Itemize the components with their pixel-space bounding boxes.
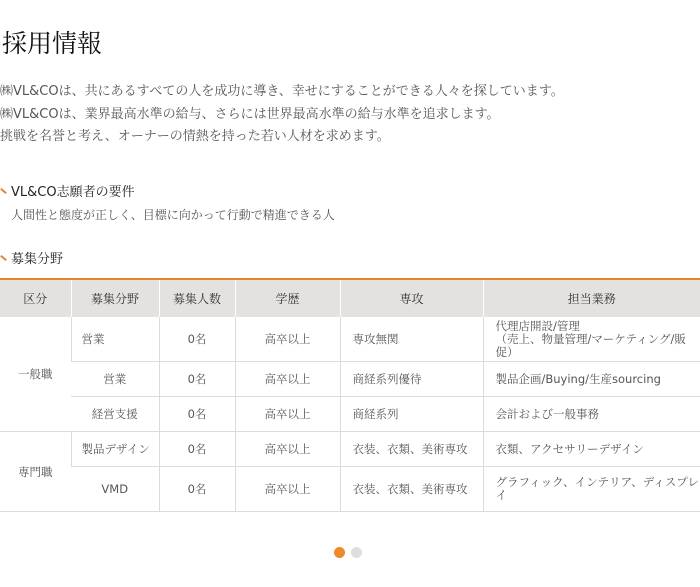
duty-cell: 製品企画/Buying/生産sourcing	[483, 362, 700, 397]
duty-cell	[483, 317, 700, 362]
duty-cell: グラフィック、インテリア、ディスプレイ	[483, 467, 700, 512]
table-row	[0, 317, 700, 362]
requirements-heading-label: VL&CO志願者の要件	[11, 185, 135, 200]
header-major: 専攻	[340, 279, 483, 317]
header-category: 区分	[0, 279, 71, 317]
header-education: 学歴	[235, 279, 340, 317]
count-cell: 0名	[159, 397, 235, 432]
education-cell: 高卒以上	[235, 467, 340, 512]
table-header-row	[0, 279, 700, 317]
table-row	[0, 467, 700, 512]
field-cell: 経営支援	[71, 397, 159, 432]
major-cell: 商経系列	[340, 397, 483, 432]
section-marker-icon	[0, 188, 7, 194]
duty-cell: 衣類、アクセサリーデザイン	[483, 432, 700, 467]
duty-cell: 会計および一般事務	[483, 397, 700, 432]
pagination-dots	[334, 547, 368, 566]
table-row	[0, 362, 700, 397]
intro-line: ㈱VL&COは、共にあるすべての人を成功に導き、幸せにすることができる人々を探しています。	[0, 84, 564, 99]
table-row	[0, 397, 700, 432]
major-cell: 衣装、衣類、美術専攻	[340, 467, 483, 512]
category-cell: 一般職	[0, 317, 71, 432]
intro-line: 挑戦を名誉と考え、オーナーの情熱を持った若い人材を求めます。	[0, 129, 390, 144]
category-cell: 専門職	[0, 432, 71, 512]
count-cell: 0名	[159, 432, 235, 467]
education-cell: 高卒以上	[235, 397, 340, 432]
header-field: 募集分野	[71, 279, 159, 317]
fields-heading-label: 募集分野	[11, 252, 64, 267]
major-cell: 衣装、衣類、美術専攻	[340, 432, 483, 467]
intro-text	[0, 81, 700, 149]
header-duty: 担当業務	[483, 279, 700, 317]
recruitment-table	[0, 278, 700, 512]
field-cell: 製品デザイン	[71, 432, 159, 467]
education-cell: 高卒以上	[235, 432, 340, 467]
field-cell: 営業	[71, 317, 159, 362]
field-cell: 営業	[71, 362, 159, 397]
count-cell: 0名	[159, 467, 235, 512]
requirements-heading	[0, 181, 135, 200]
page-title: 採用情報	[2, 29, 103, 58]
education-cell: 高卒以上	[235, 362, 340, 397]
intro-line: ㈱VL&COは、業界最高水準の給与、さらには世界最高水準の給与水準を追求します。	[0, 106, 500, 122]
education-cell: 高卒以上	[235, 317, 340, 362]
section-marker-icon	[0, 255, 7, 261]
field-cell: VMD	[71, 467, 159, 512]
pagination-dot-active[interactable]	[334, 547, 345, 558]
header-count: 募集人数	[159, 279, 235, 317]
requirements-text: 人間性と態度が正しく、目標に向かって行動で精進できる人	[11, 208, 335, 222]
table-row	[0, 432, 700, 467]
count-cell: 0名	[159, 317, 235, 362]
major-cell: 商経系列優待	[340, 362, 483, 397]
duty-line: 代理店開設/管理	[495, 318, 580, 333]
duty-line: （売上、物量管理/マーケティング/販促）	[495, 331, 686, 359]
major-cell: 専攻無関	[340, 317, 483, 362]
pagination-dot[interactable]	[351, 547, 362, 558]
fields-heading	[0, 248, 63, 267]
count-cell: 0名	[159, 362, 235, 397]
